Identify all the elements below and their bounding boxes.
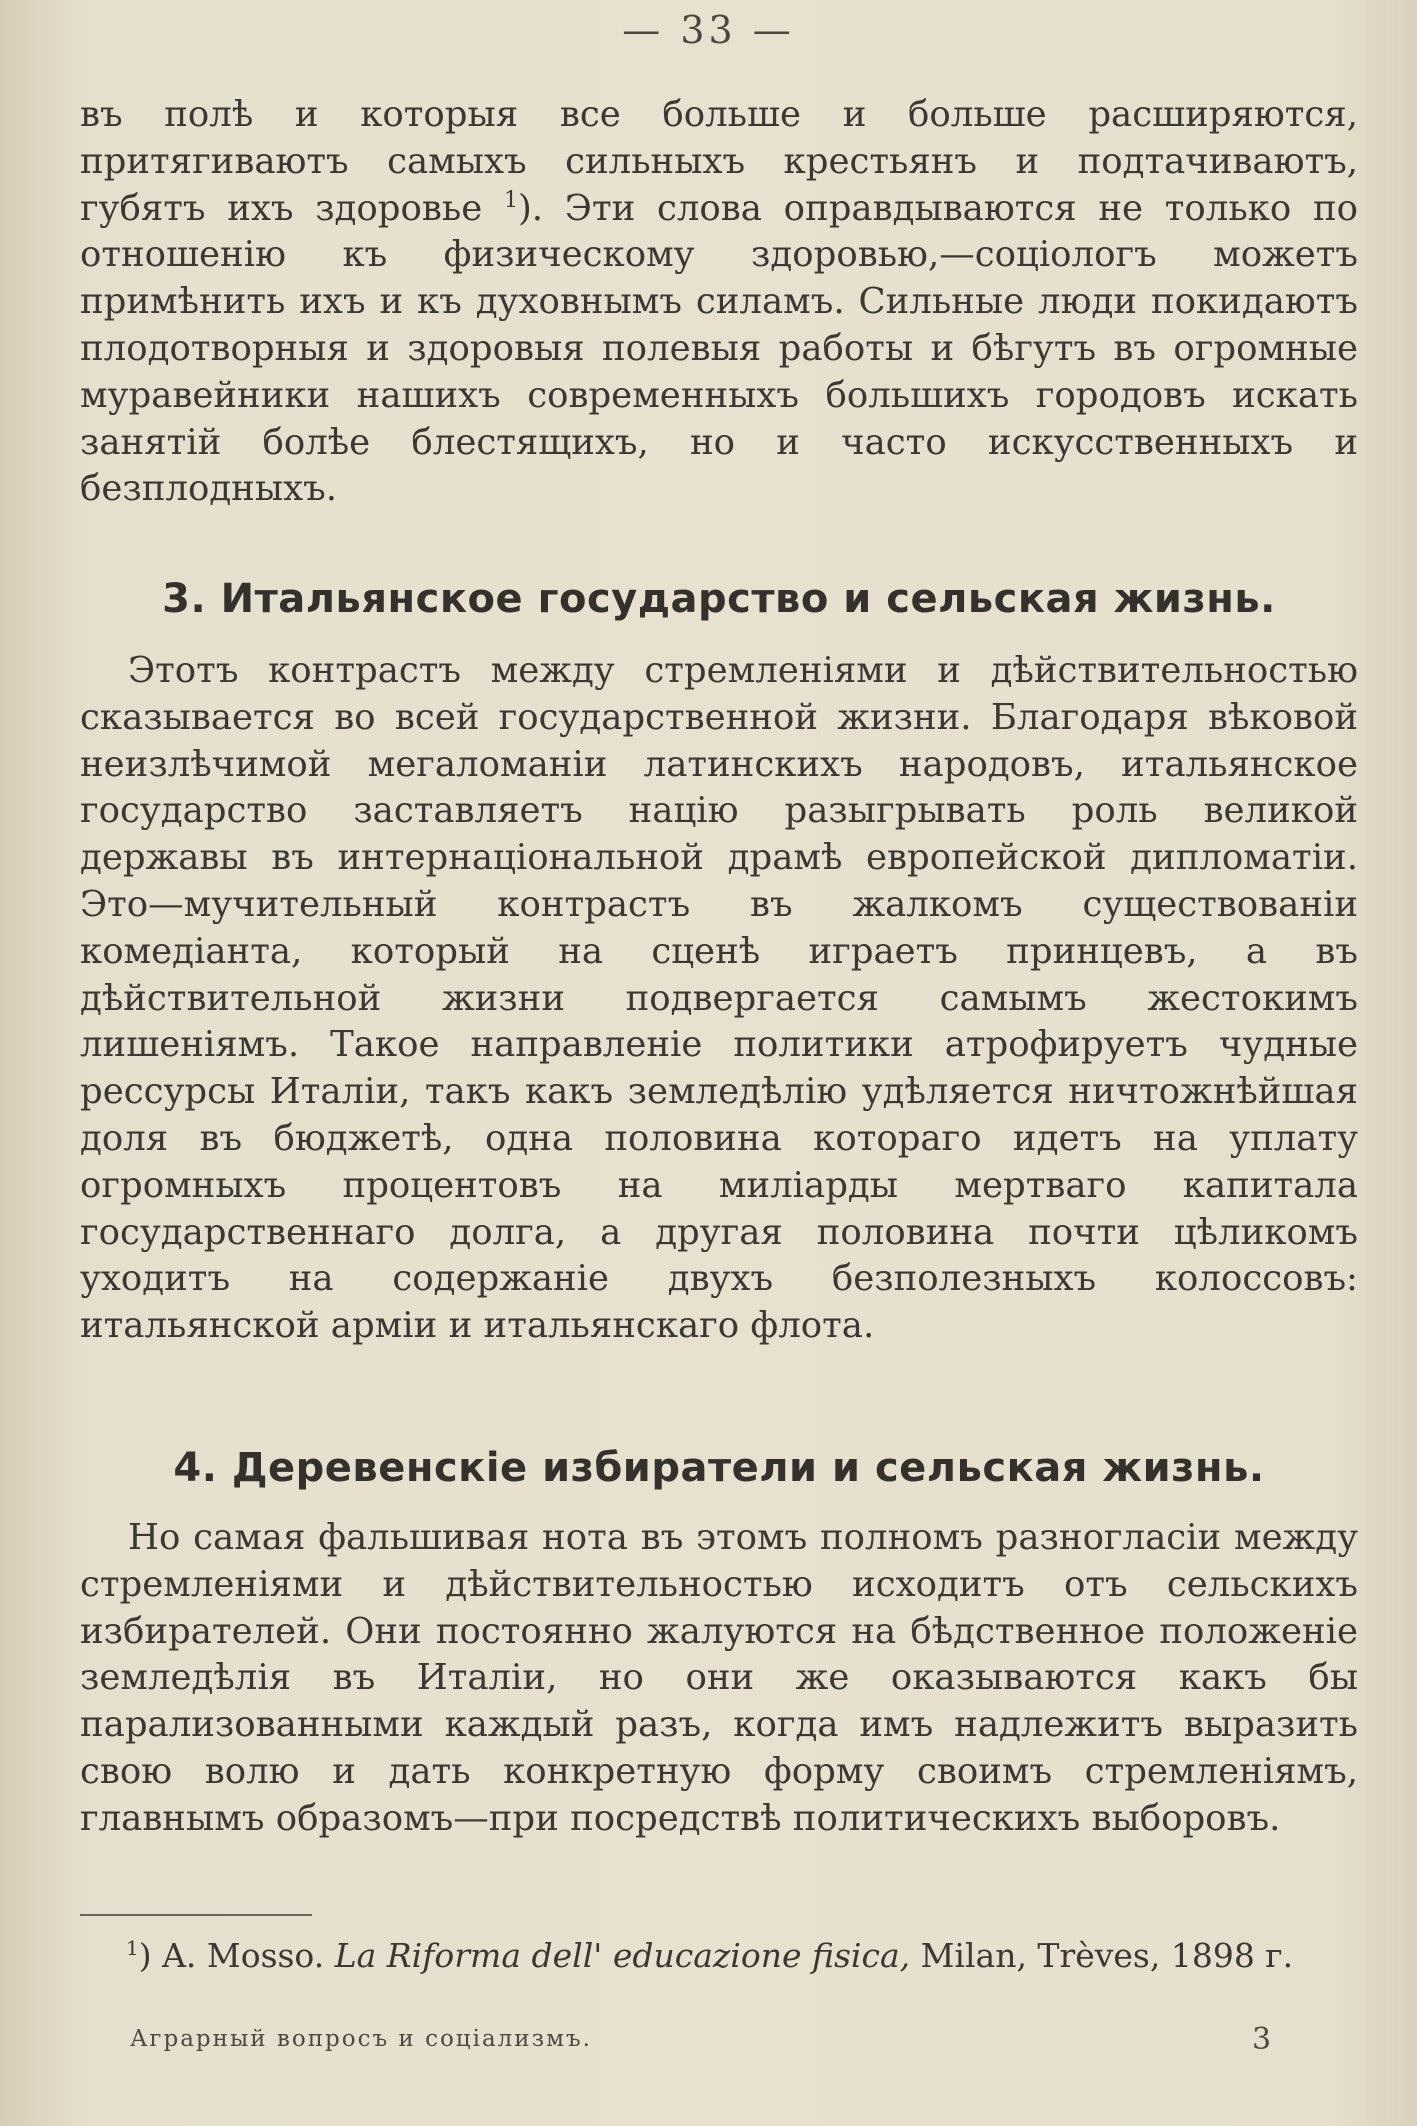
footnote-divider bbox=[80, 1914, 312, 1916]
paragraph-2-text: Этотъ контрастъ между стремленіями и дѣйствительностью сказывается во всей государственной жизни. Благодаря вѣковой неизлѣчимой мегаломаніи латинскихъ народовъ, итальянское государство заставляетъ націю разыгрывать роль великой державы въ интернаціональной драмѣ европейской дипломатіи. Это—мучительный контрастъ въ жалкомъ существованіи комедіанта, который на сценѣ играетъ принцевъ, а въ дѣйствительной жизни подвергается самымъ жестокимъ лишеніямъ. Такое направленіе политики атрофируетъ чудные рессурсы Италіи, такъ какъ земледѣлію удѣляется ничтожнѣйшая доля въ бюджетѣ, одна половина котораго идетъ на уплату огромныхъ процентовъ на миліарды мертваго капитала государственнаго долга, а другая половина почти цѣликомъ уходитъ на содержаніе двухъ безполезныхъ колоссовъ: итальянской арміи и итальянскаго флота. bbox=[80, 650, 1358, 1347]
section-heading-4: 4. Деревенскіе избиратели и сельская жизнь. bbox=[173, 1445, 1265, 1491]
signature-number: 3 bbox=[1252, 2022, 1272, 2057]
paragraph-1-text: въ полѣ и которыя все больше и больше расширяются, притягиваютъ самыхъ сильныхъ крестьянъ и подтачиваютъ, губятъ ихъ здоровье bbox=[80, 94, 1358, 229]
paragraph-1-continued: ). Эти слова оправдываются не только по отношенію къ физическому здоровью,—соціологъ можетъ примѣнить ихъ и къ духовнымъ силамъ. Сильные люди покидаютъ плодотворныя и здоровыя полевыя работы и бѣгутъ въ огромные муравейники нашихъ современныхъ большихъ городовъ искать занятій болѣе блестящихъ, но и часто искусственныхъ и безплодныхъ. bbox=[80, 187, 1358, 510]
footnote-marker: 1 bbox=[503, 187, 518, 213]
paragraph-2 bbox=[80, 648, 1358, 1350]
footnote bbox=[76, 1936, 1358, 1976]
footnote-author: ) A. Mosso. bbox=[138, 1936, 325, 1975]
section-heading-3: 3. Итальянское государство и сельская жизнь. bbox=[162, 576, 1276, 622]
footnote-title: La Riforma dell' educazione fisica, bbox=[334, 1936, 911, 1975]
printer-signature: Аграрный вопросъ и соціализмъ. bbox=[130, 2026, 592, 2052]
paragraph-1 bbox=[80, 92, 1358, 513]
page-number: — 33 — bbox=[622, 8, 795, 52]
paragraph-3 bbox=[80, 1515, 1358, 1843]
paragraph-3-text: Но самая фальшивая нота въ этомъ полномъ разногласіи между стремленіями и дѣйствительностью исходитъ отъ сельскихъ избирателей. Они постоянно жалуются на бѣдственное положеніе земледѣлія въ Италіи, но они же оказываются какъ бы парализованными каждый разъ, когда имъ надлежитъ выразить свою волю и дать конкретную форму своимъ стремленіямъ, главнымъ образомъ—при посредствѣ политическихъ выборовъ. bbox=[80, 1517, 1358, 1839]
footnote-publisher: Milan, Trèves, 1898 г. bbox=[920, 1936, 1294, 1975]
footnote-number: 1 bbox=[126, 1936, 139, 1960]
